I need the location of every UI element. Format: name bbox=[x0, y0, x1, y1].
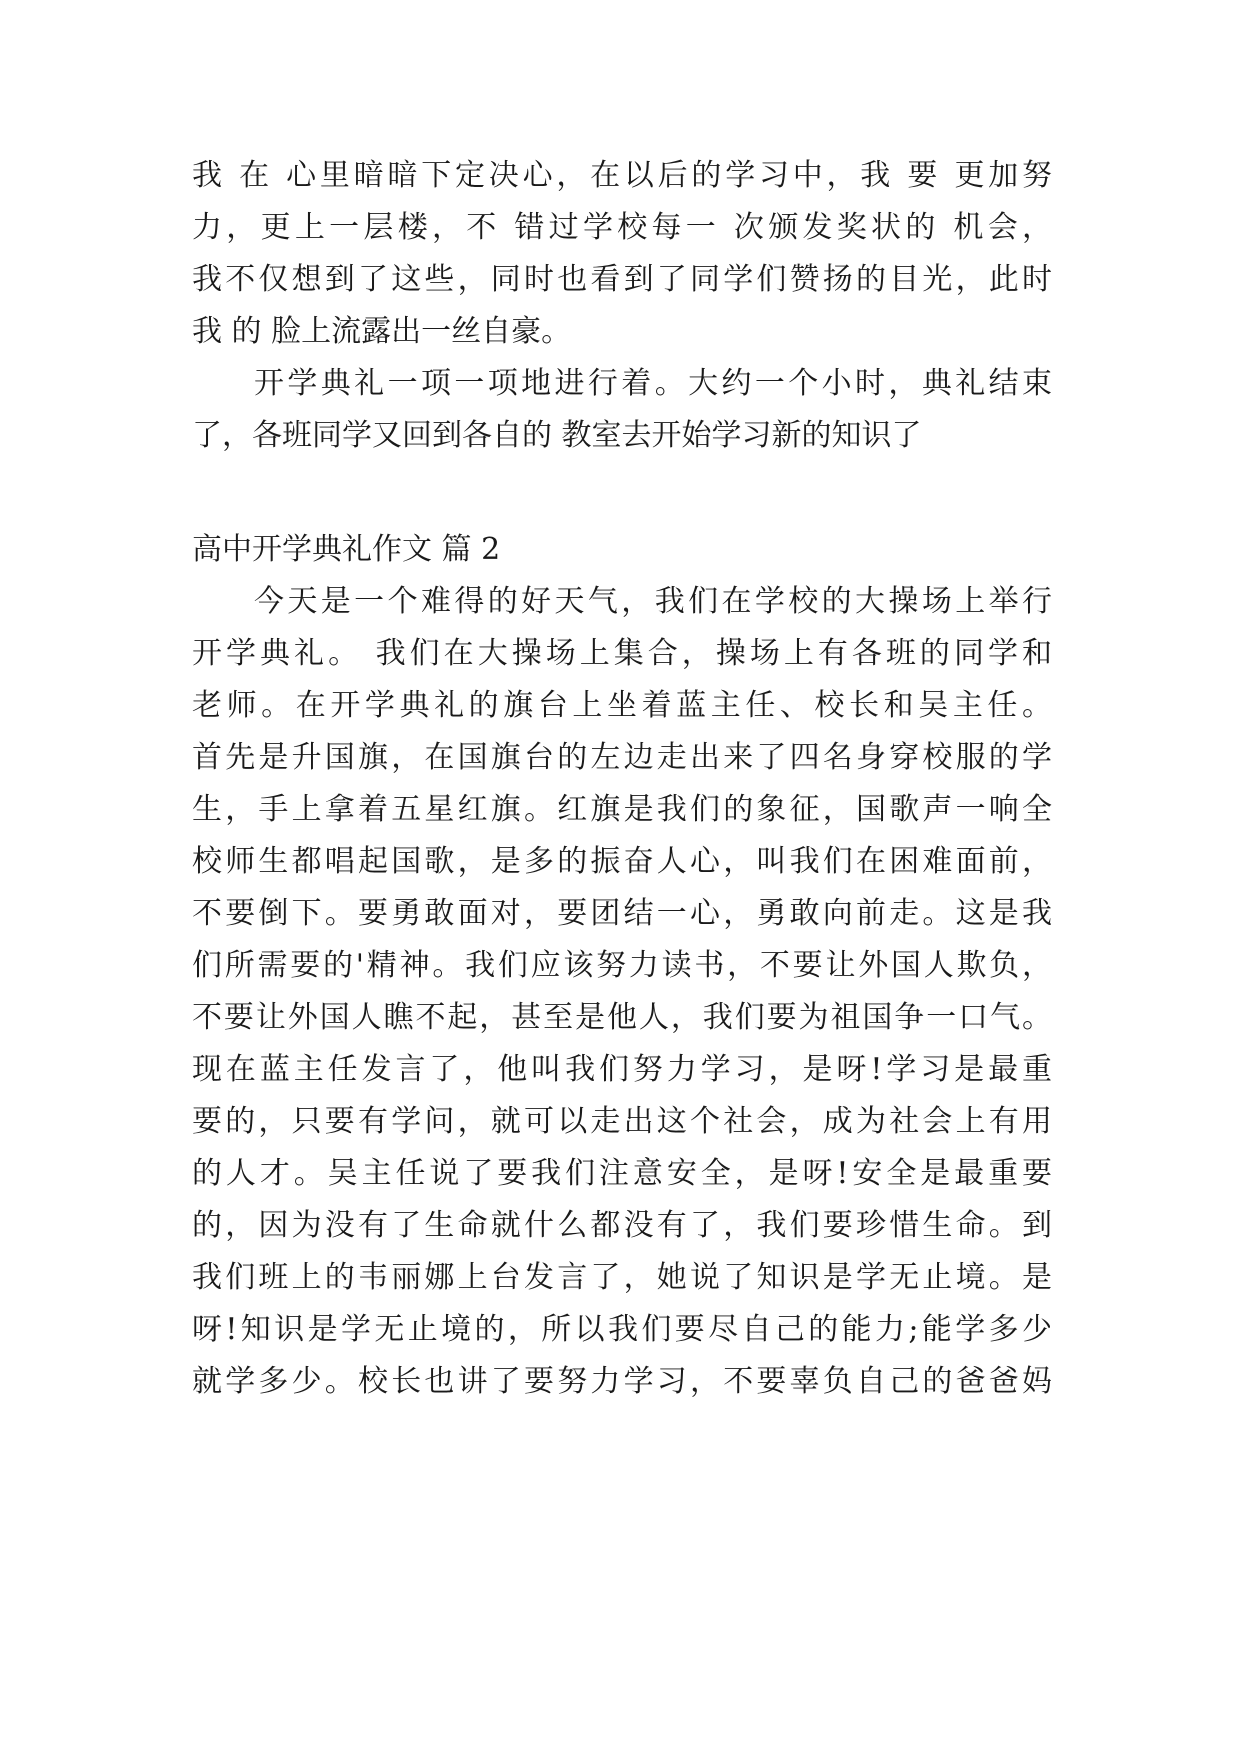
text-line: 呀!知识是学无止境的，所以我们要尽自己的能力;能学多少 bbox=[192, 1312, 1052, 1347]
text-line: 首先是升国旗，在国旗台的左边走出来了四名身穿校服的学 bbox=[192, 740, 1052, 775]
text-line: 生，手上拿着五星红旗。红旗是我们的象征，国歌声一响全 bbox=[192, 792, 1052, 827]
section-heading: 高中开学典礼作文 篇 2 bbox=[192, 532, 501, 567]
text-line: 现在蓝主任发言了，他叫我们努力学习，是呀!学习是最重 bbox=[192, 1052, 1052, 1087]
text-line: 要的，只要有学问，就可以走出这个社会，成为社会上有用 bbox=[192, 1104, 1052, 1139]
text-line: 力，更上一层楼，不 错过学校每一 次颁发奖状的 机会， bbox=[192, 210, 1052, 245]
text-line: 开学典礼。 我们在大操场上集合，操场上有各班的同学和 bbox=[192, 636, 1052, 671]
text-line: 我不仅想到了这些，同时也看到了同学们赞扬的目光，此时 bbox=[192, 262, 1052, 297]
text-line: 我 在 心里暗暗下定决心，在以后的学习中，我 要 更加努 bbox=[192, 158, 1052, 193]
text-line: 不要让外国人瞧不起，甚至是他人，我们要为祖国争一口气。 bbox=[192, 1000, 1052, 1035]
text-line: 我们班上的韦丽娜上台发言了，她说了知识是学无止境。是 bbox=[192, 1260, 1052, 1295]
text-line: 了，各班同学又回到各自的 教室去开始学习新的知识了 bbox=[192, 418, 922, 453]
text-line: 的人才。吴主任说了要我们注意安全，是呀!安全是最重要 bbox=[192, 1156, 1052, 1191]
text-line: 就学多少。校长也讲了要努力学习，不要辜负自己的爸爸妈 bbox=[192, 1364, 1052, 1399]
text-line: 今天是一个难得的好天气，我们在学校的大操场上举行 bbox=[254, 584, 1052, 619]
text-line: 不要倒下。要勇敢面对，要团结一心，勇敢向前走。这是我 bbox=[192, 896, 1052, 931]
text-line: 校师生都唱起国歌，是多的振奋人心，叫我们在困难面前， bbox=[192, 844, 1052, 879]
text-line: 我 的 脸上流露出一丝自豪。 bbox=[192, 314, 572, 349]
text-line: 开学典礼一项一项地进行着。大约一个小时，典礼结束 bbox=[254, 366, 1052, 401]
text-line: 老师。在开学典礼的旗台上坐着蓝主任、校长和吴主任。 bbox=[192, 688, 1052, 723]
text-line: 们所需要的'精神。我们应该努力读书，不要让外国人欺负， bbox=[192, 948, 1052, 983]
text-line: 的，因为没有了生命就什么都没有了，我们要珍惜生命。到 bbox=[192, 1208, 1052, 1243]
